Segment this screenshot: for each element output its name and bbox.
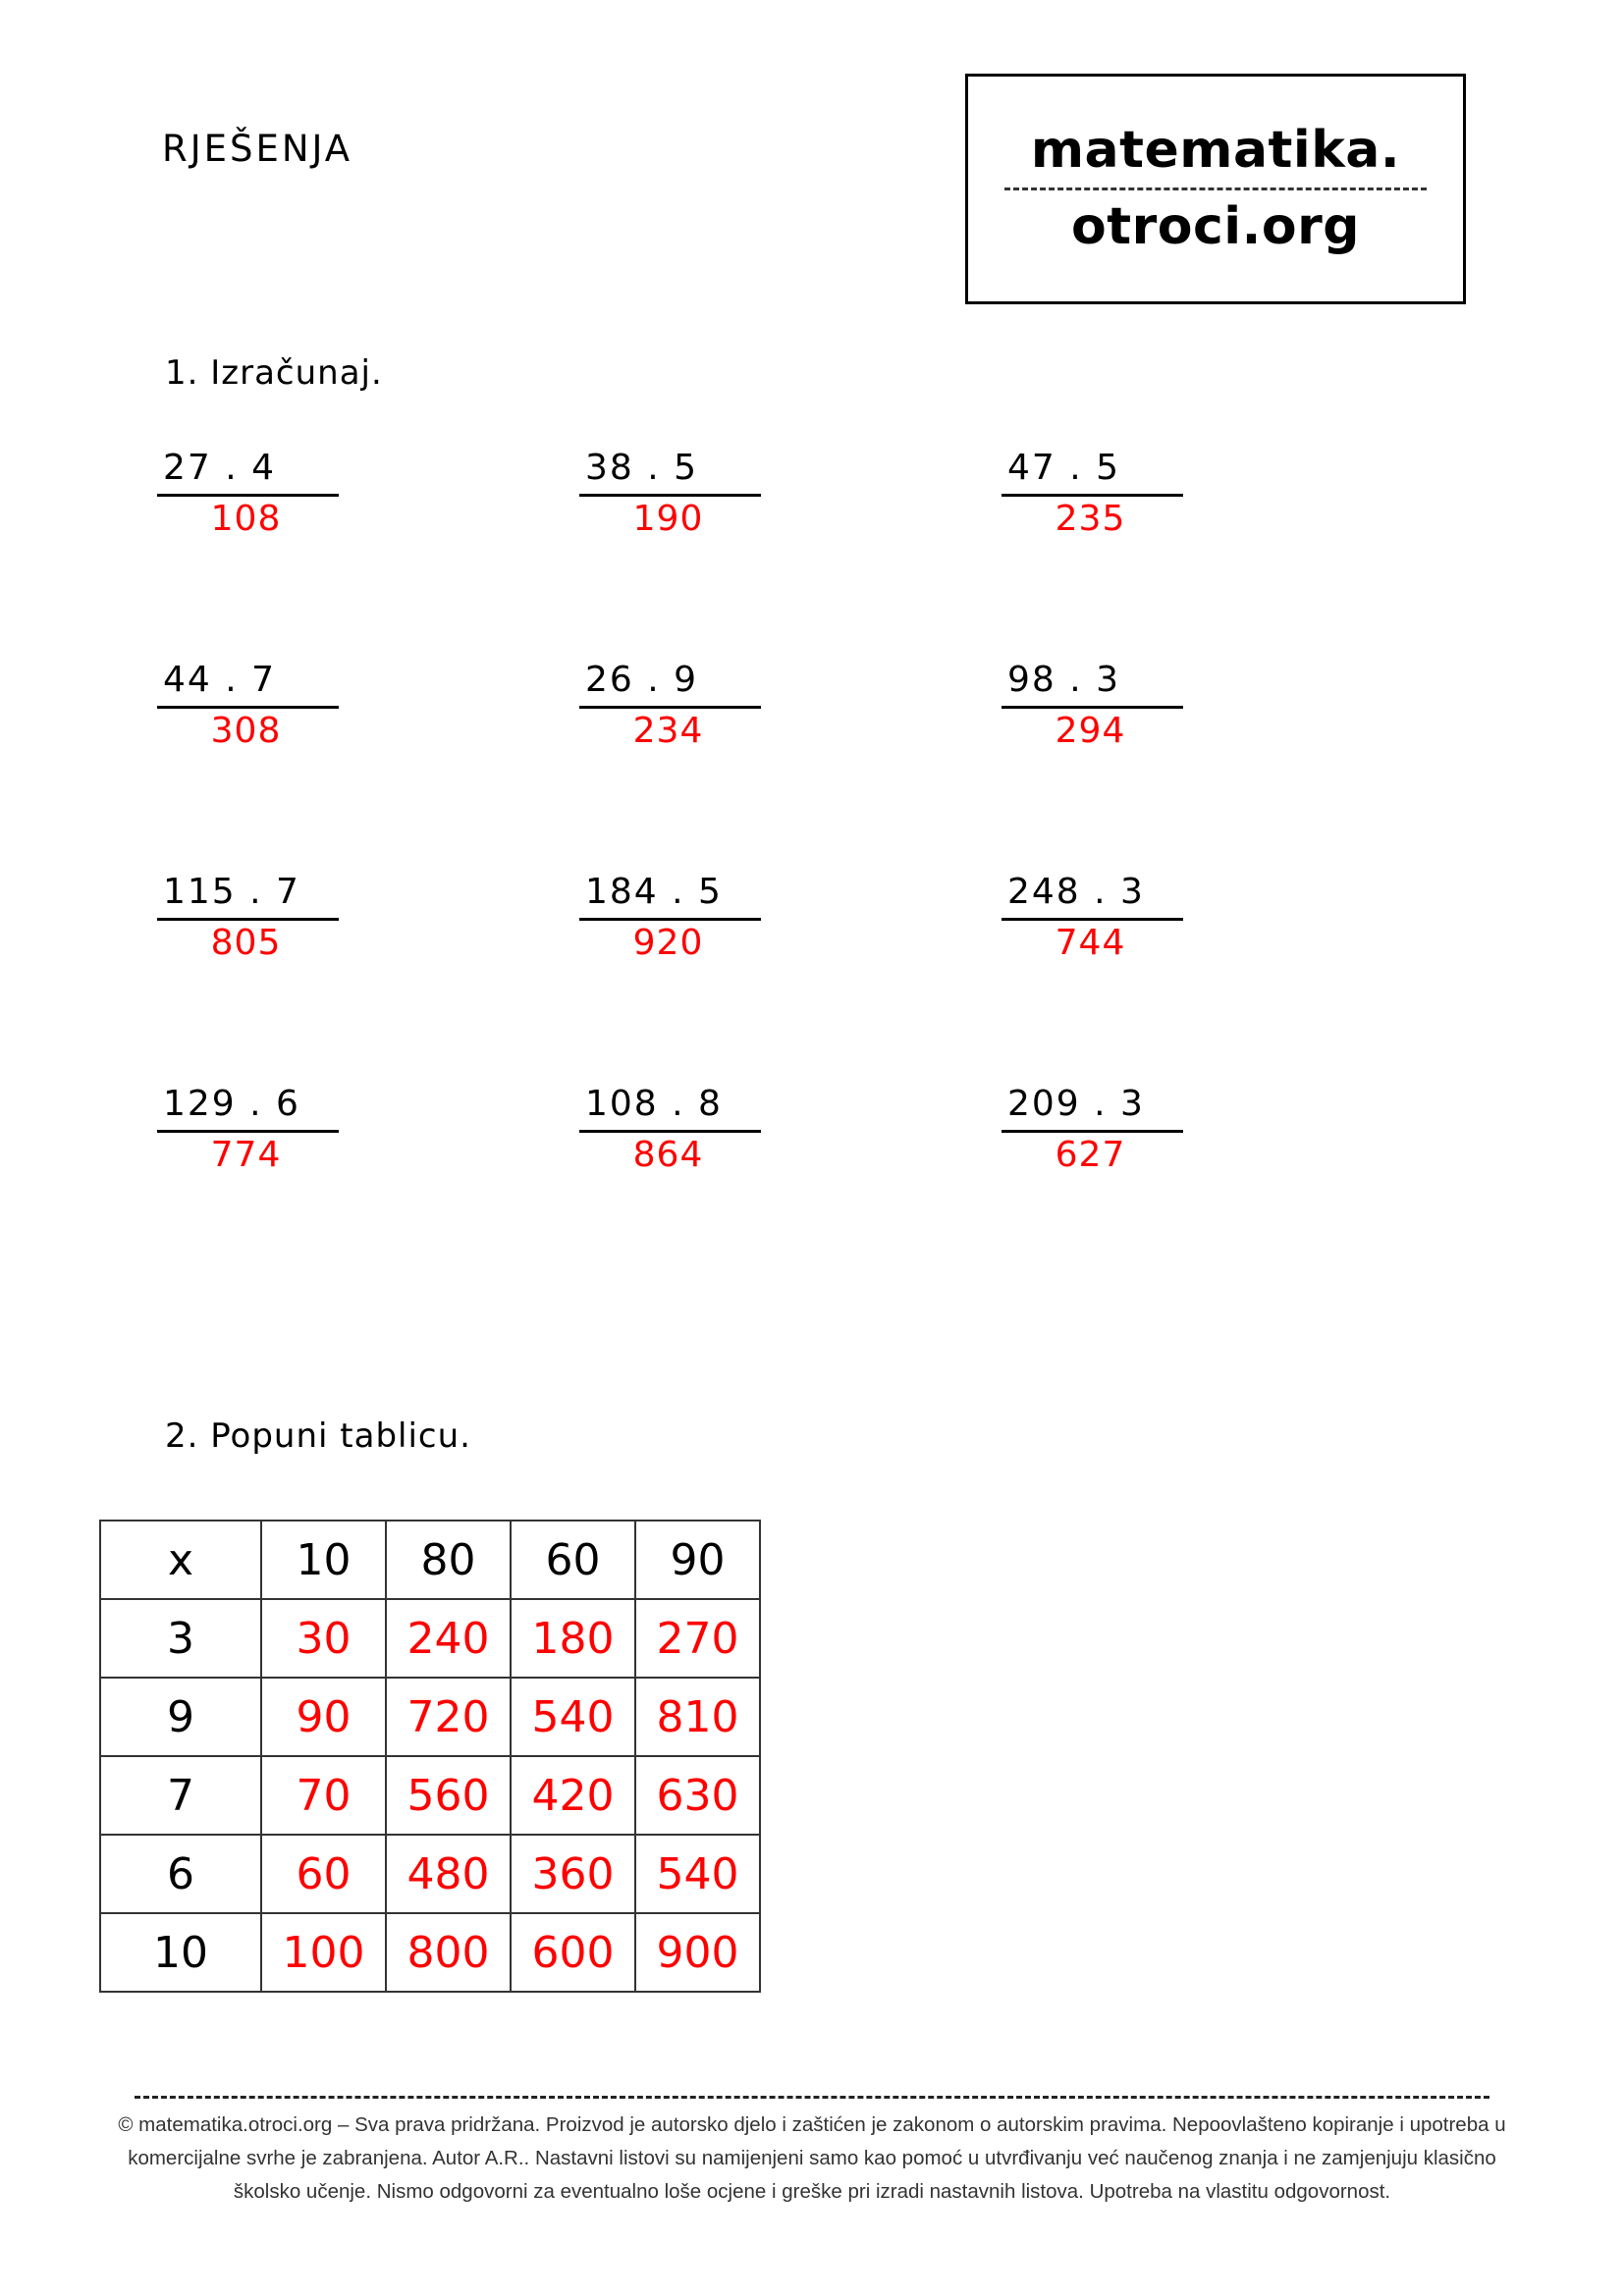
footer-dashed-divider	[135, 2096, 1489, 2099]
table-answer-cell[interactable]: 360	[511, 1835, 635, 1913]
table-answer-cell[interactable]: 810	[635, 1678, 760, 1756]
page-footer	[0, 2096, 1624, 2209]
problem-expression: 27 . 4	[163, 448, 277, 488]
problem-answer: 774	[210, 1135, 282, 1175]
table-answer-cell[interactable]: 560	[386, 1756, 511, 1835]
problem-answer: 805	[210, 923, 282, 963]
table-answer-cell[interactable]: 800	[386, 1913, 511, 1992]
table-answer-cell[interactable]: 30	[261, 1599, 386, 1678]
table-answer-cell[interactable]: 720	[386, 1678, 511, 1756]
table-row-header: 3	[100, 1599, 261, 1678]
problem-expression: 209 . 3	[1007, 1084, 1145, 1124]
table-row-header: 7	[100, 1756, 261, 1835]
footer-line-1: © matematika.otroci.org – Sva prava pridržana. Proizvod je autorsko djelo i zaštićen je zakonom o autorskim pravima. Nepoovlašteno kopiranje i upotreba u	[118, 2113, 1506, 2136]
problem-item	[1001, 871, 1183, 1083]
problem-answer: 108	[210, 499, 282, 539]
problem-item	[157, 659, 339, 871]
problem-answer: 308	[210, 711, 282, 751]
problem-item	[157, 1083, 339, 1295]
table-answer-cell[interactable]: 70	[261, 1756, 386, 1835]
table-answer-cell[interactable]: 600	[511, 1913, 635, 1992]
problem-expression: 47 . 5	[1007, 448, 1121, 488]
problem-answer: 864	[632, 1135, 704, 1175]
exercise-1-problem-grid	[157, 447, 1424, 1295]
footer-line-3: školsko učenje. Nismo odgovorni za eventualno loše ocjene i greške pri izradi nastavnih listova. Upotreba na vlastitu odgovornost.	[233, 2180, 1391, 2203]
footer-line-2: komercijalne svrhe je zabranjena. Autor A.R.. Nastavni listovi su namijenjeni samo kao pomoć u utvrđivanju već naučenog znanja i ne zamjenjuju klasično	[128, 2147, 1496, 2169]
table-column-header: 90	[635, 1521, 760, 1599]
problem-answer: 744	[1055, 923, 1126, 963]
problem-item	[579, 1083, 761, 1295]
problem-expression: 248 . 3	[1007, 872, 1145, 912]
table-answer-cell[interactable]: 60	[261, 1835, 386, 1913]
exercise-2-heading: 2. Popuni tablicu.	[165, 1416, 471, 1456]
problem-expression: 44 . 7	[163, 660, 277, 700]
problem-item	[1001, 659, 1183, 871]
copyright-text	[115, 2109, 1509, 2209]
table-answer-cell[interactable]: 270	[635, 1599, 760, 1678]
problem-item	[579, 659, 761, 871]
table-row	[100, 1599, 760, 1678]
problem-answer: 190	[632, 499, 704, 539]
problem-expression: 38 . 5	[585, 448, 699, 488]
table-answer-cell[interactable]: 630	[635, 1756, 760, 1835]
problem-answer: 920	[632, 923, 704, 963]
problem-expression: 26 . 9	[585, 660, 699, 700]
table-header-row	[100, 1521, 760, 1599]
table-row	[100, 1678, 760, 1756]
table-answer-cell[interactable]: 240	[386, 1599, 511, 1678]
table-answer-cell[interactable]: 540	[635, 1835, 760, 1913]
problem-answer: 234	[632, 711, 704, 751]
table-row-header: 10	[100, 1913, 261, 1992]
problem-item	[1001, 1083, 1183, 1295]
table-answer-cell[interactable]: 900	[635, 1913, 760, 1992]
problem-expression: 184 . 5	[585, 872, 723, 912]
problem-item	[579, 871, 761, 1083]
problem-item	[1001, 447, 1183, 659]
table-answer-cell[interactable]: 420	[511, 1756, 635, 1835]
problem-expression: 129 . 6	[163, 1084, 300, 1124]
table-row-header: 6	[100, 1835, 261, 1913]
table-answer-cell[interactable]: 480	[386, 1835, 511, 1913]
exercise-1-heading: 1. Izračunaj.	[165, 353, 383, 393]
problem-answer: 627	[1055, 1135, 1126, 1175]
problem-expression: 98 . 3	[1007, 660, 1121, 700]
page-header	[0, 0, 1624, 324]
logo-line-matematika: matematika.	[1030, 121, 1401, 181]
problem-item	[157, 871, 339, 1083]
problem-expression: 115 . 7	[163, 872, 300, 912]
table-answer-cell[interactable]: 100	[261, 1913, 386, 1992]
problem-expression: 108 . 8	[585, 1084, 723, 1124]
problem-item	[579, 447, 761, 659]
table-column-header: 60	[511, 1521, 635, 1599]
table-row	[100, 1835, 760, 1913]
page-title: RJEŠENJA	[162, 128, 353, 170]
table-row	[100, 1756, 760, 1835]
multiplication-table	[99, 1520, 761, 1993]
table-row-header: 9	[100, 1678, 261, 1756]
table-column-header: 80	[386, 1521, 511, 1599]
problem-item	[157, 447, 339, 659]
multiply-operator-icon: x	[100, 1521, 261, 1599]
problem-answer: 294	[1055, 711, 1126, 751]
table-answer-cell[interactable]: 90	[261, 1678, 386, 1756]
logo-dashed-divider	[1004, 187, 1427, 190]
table-row	[100, 1913, 760, 1992]
logo-line-otroci: otroci.org	[1071, 197, 1360, 256]
table-answer-cell[interactable]: 180	[511, 1599, 635, 1678]
table-column-header: 10	[261, 1521, 386, 1599]
table-answer-cell[interactable]: 540	[511, 1678, 635, 1756]
problem-answer: 235	[1055, 499, 1126, 539]
site-logo	[965, 74, 1466, 304]
